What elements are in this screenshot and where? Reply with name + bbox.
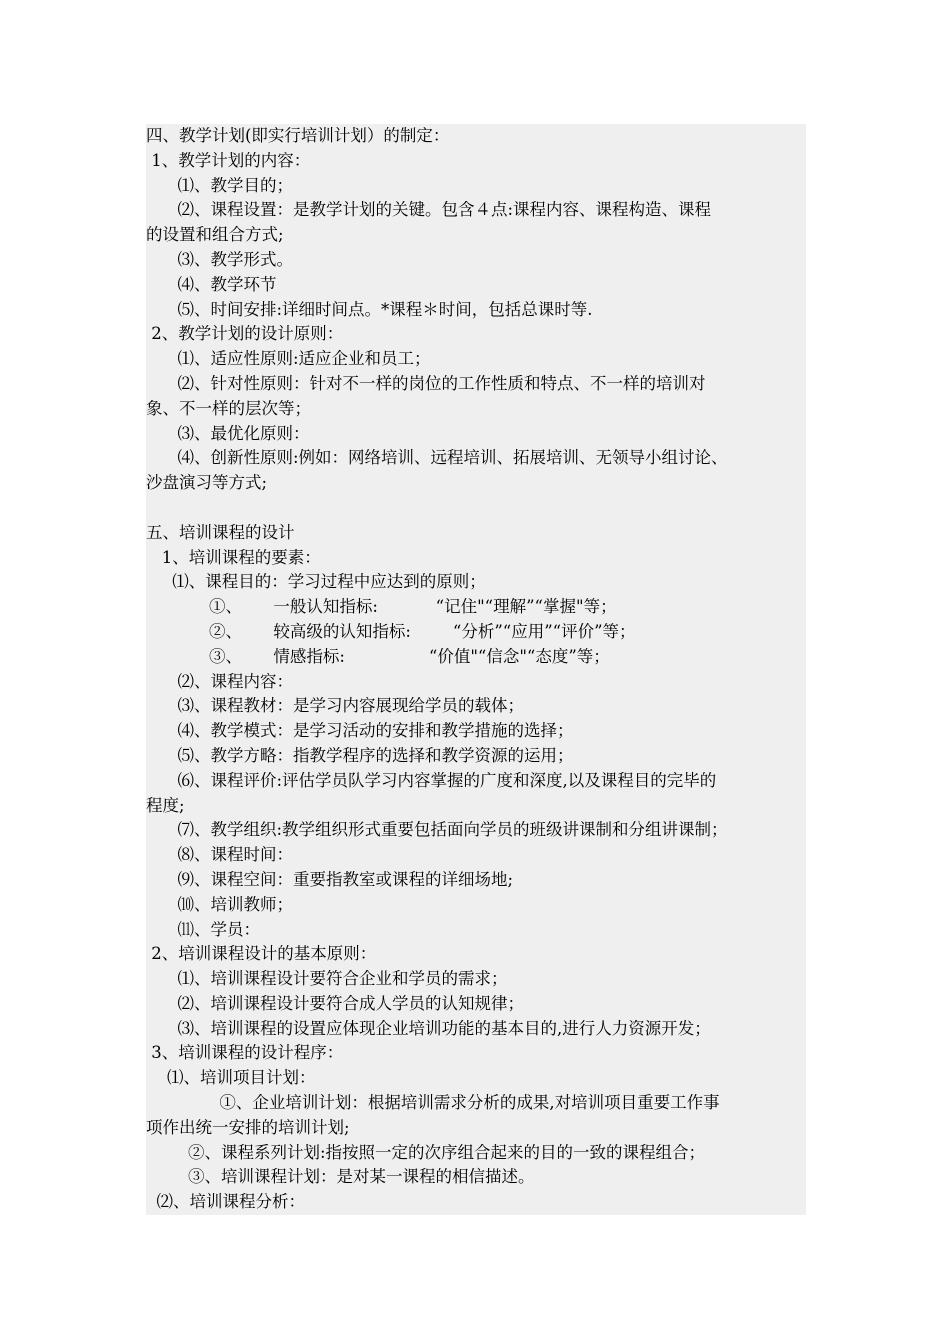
text-line: 五、培训课程的设计	[146, 522, 295, 542]
text-line: ⑷、创新性原则:例如：网络培训、远程培训、拓展培训、无领导小组讨论、	[146, 448, 728, 468]
text-line: ③、培训课程计划：是对某一课程的相信描述。	[146, 1167, 535, 1187]
text-line: ⑴、课程目的：学习过程中应达到的原则；	[146, 572, 486, 592]
text-line: 1、教学计划的内容：	[146, 150, 311, 170]
text-line: ⑹、课程评价:评估学员队学习内容掌握的广度和深度,以及课程目的完毕的	[146, 770, 717, 790]
text-line: ⑴、培训项目计划：	[146, 1068, 316, 1088]
text-line: ⑶、培训课程的设置应体现企业培训功能的基本目的,进行人力资源开发；	[146, 1018, 711, 1038]
text-line: ⑾、学员：	[146, 919, 260, 939]
text-line: 3、培训课程的设计程序：	[146, 1043, 344, 1063]
text-line: ①、企业培训计划：根据培训需求分析的成果,对培训项目重要工作事	[146, 1093, 720, 1113]
text-line: ⑴、适应性原则:适应企业和员工；	[146, 349, 431, 369]
text-line: 程度;	[146, 795, 185, 815]
text-line: ⑸、时间安排:详细时间点。*课程＊时间，包括总课时等.	[146, 299, 593, 319]
text-line: ⑵、针对性原则：针对不一样的岗位的工作性质和特点、不一样的培训对	[146, 373, 706, 393]
text-line: ②、课程系列计划:指按照一定的次序组合起来的目的一致的课程组合；	[146, 1142, 706, 1162]
text-line: 2、培训课程设计的基本原则：	[146, 944, 377, 964]
text-line: 象、不一样的层次等；	[146, 398, 311, 418]
text-line: ①、 一般认知指标: “记住"“理解”“掌握"等；	[146, 597, 617, 617]
text-line: ⑺、教学组织:教学组织形式重要包括面向学员的班级讲课制和分组讲课制；	[146, 820, 728, 840]
text-line: ⑼、课程空间：重要指教室或课程的详细场地;	[146, 869, 514, 889]
text-line: ⑶、教学形式。	[146, 249, 293, 269]
text-line: ⑽、培训教师；	[146, 894, 293, 914]
text-line: ⑵、培训课程设计要符合成人学员的认知规律；	[146, 993, 524, 1013]
text-line: ③、 情感指标: “价值"“信念"“态度”等；	[146, 646, 610, 666]
text-line: 的设置和组合方式;	[146, 225, 284, 245]
text-line: ⑵、培训课程分析：	[146, 1192, 305, 1212]
text-line: ⑷、教学环节	[146, 274, 277, 294]
text-line: ②、 较高级的认知指标: “分析”“应用”“评价”等；	[146, 621, 636, 641]
document-body	[146, 124, 806, 1215]
text-line: ⑸、教学方略：指教学程序的选择和教学资源的运用；	[146, 745, 574, 765]
text-line: 2、教学计划的设计原则：	[146, 324, 344, 344]
text-line: ⑶、课程教材：是学习内容展现给学员的载体；	[146, 696, 524, 716]
text-line: 项作出统一安排的培训计划;	[146, 1117, 350, 1137]
text-line: 四、教学计划(即实行培训计划）的制定：	[146, 126, 450, 145]
text-line: 沙盘演习等方式;	[146, 473, 268, 493]
text-line: ⑷、教学模式：是学习活动的安排和教学措施的选择；	[146, 721, 574, 741]
text-line: ⑵、课程内容：	[146, 671, 293, 691]
text-line: ⑴、培训课程设计要符合企业和学员的需求；	[146, 969, 508, 989]
text-line: 1、培训课程的要素：	[146, 547, 321, 567]
section-spacer	[146, 496, 806, 521]
text-line: ⑶、最优化原则：	[146, 423, 310, 443]
text-line: ⑴、教学目的；	[146, 175, 293, 195]
text-line: ⑵、课程设置：是教学计划的关键。包含４点:课程内容、课程构造、课程	[146, 200, 712, 220]
text-line: ⑻、课程时间：	[146, 845, 293, 865]
